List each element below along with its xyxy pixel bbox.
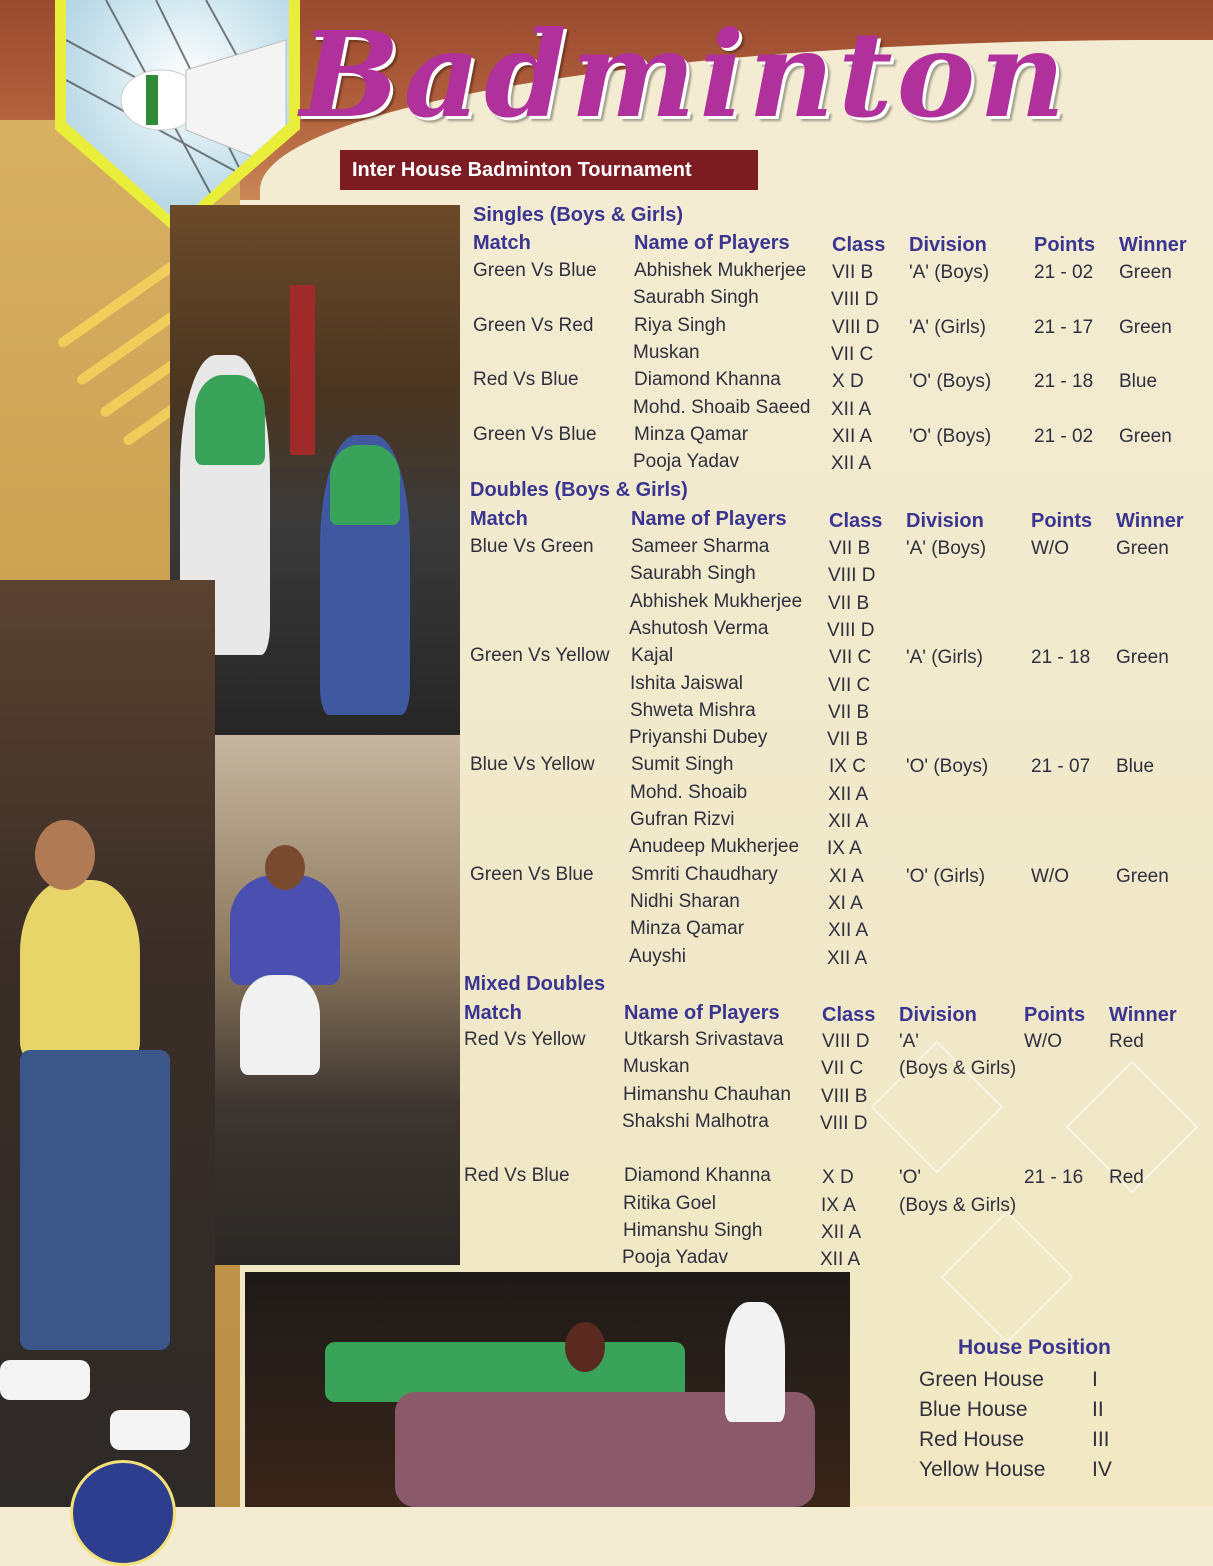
division-value: 'O': [899, 1167, 922, 1189]
player-class: VIII D: [828, 565, 876, 587]
house-name: Green House: [919, 1368, 1044, 1391]
player-class: VII B: [828, 701, 870, 723]
column-header-players: Name of Players: [631, 508, 787, 530]
section-title: Doubles (Boys & Girls): [470, 479, 688, 501]
player-name: Auyshi: [629, 945, 687, 967]
points-value: 21 - 07: [1031, 756, 1091, 778]
photo-team-group: [245, 1272, 850, 1507]
winner-value: Blue: [1116, 756, 1155, 778]
player-name: Anudeep Mukherjee: [629, 836, 800, 858]
winner-value: Green: [1116, 865, 1169, 887]
winner-value: Red: [1109, 1031, 1144, 1052]
winner-value: Green: [1119, 262, 1172, 283]
column-header-division: Division: [899, 1004, 977, 1026]
player-name: Mohd. Shoaib Saeed: [633, 396, 811, 418]
player-class: VIII D: [831, 289, 879, 311]
player-name: Saurabh Singh: [630, 563, 756, 585]
points-value: 21 - 02: [1034, 425, 1094, 447]
division-value: 'O' (Girls): [906, 865, 986, 887]
player-class: XII A: [828, 783, 869, 805]
points-value: 21 - 18: [1031, 647, 1091, 669]
player-class: VII B: [829, 538, 871, 559]
column-header-points: Points: [1024, 1004, 1086, 1026]
player-class: XII A: [828, 811, 869, 832]
column-header-class: Class: [829, 510, 883, 532]
player-name: Mohd. Shoaib: [630, 781, 748, 803]
player-name: Pooja Yadav: [633, 451, 739, 473]
player-class: VII B: [827, 729, 869, 751]
column-header-players: Name of Players: [634, 232, 790, 254]
player-name: Gufran Rizvi: [630, 809, 735, 830]
division-value: (Boys & Girls): [899, 1058, 1017, 1080]
player-class: VII C: [821, 1058, 864, 1080]
house-name: Blue House: [919, 1398, 1028, 1421]
points-value: 21 - 17: [1034, 316, 1094, 338]
player-name: Abhishek Mukherjee: [634, 260, 807, 281]
points-value: W/O: [1031, 865, 1069, 887]
player-class: XII A: [831, 398, 872, 420]
column-header-match: Match: [464, 1002, 522, 1024]
house-rank: I: [1092, 1368, 1098, 1391]
player-name: Ritika Goel: [623, 1192, 716, 1214]
match-name: Red Vs Yellow: [464, 1029, 586, 1050]
points-value: 21 - 02: [1034, 262, 1094, 283]
player-name: Nidhi Sharan: [630, 890, 740, 912]
player-class: XII A: [831, 453, 872, 475]
player-name: Sameer Sharma: [631, 536, 770, 557]
points-value: 21 - 16: [1024, 1167, 1084, 1189]
page-title: Badminton: [300, 5, 1070, 144]
column-header-match: Match: [470, 508, 528, 530]
player-name: Shakshi Malhotra: [622, 1110, 769, 1132]
column-header-class: Class: [822, 1004, 876, 1026]
player-class: XI A: [829, 865, 864, 887]
house-name: Red House: [919, 1428, 1025, 1451]
match-name: Red Vs Blue: [464, 1165, 570, 1187]
division-value: 'A' (Girls): [906, 647, 983, 669]
player-class: VIII D: [832, 316, 880, 338]
division-value: 'A' (Boys): [909, 262, 990, 283]
player-class: VII B: [832, 262, 874, 283]
section-title: Mixed Doubles: [464, 973, 606, 995]
player-name: Ashutosh Verma: [629, 617, 769, 639]
column-header-match: Match: [473, 232, 531, 254]
player-name: Pooja Yadav: [622, 1247, 728, 1269]
column-header-players: Name of Players: [624, 1002, 780, 1024]
player-name: Diamond Khanna: [634, 369, 781, 391]
player-class: X D: [832, 371, 864, 393]
player-class: XII A: [821, 1221, 862, 1243]
column-header-winner: Winner: [1116, 510, 1184, 532]
player-name: Utkarsh Srivastava: [624, 1029, 784, 1050]
points-value: W/O: [1024, 1031, 1062, 1052]
player-class: X D: [822, 1167, 854, 1189]
column-header-winner: Winner: [1119, 234, 1187, 256]
division-value: 'O' (Boys): [909, 371, 992, 393]
division-value: (Boys & Girls): [899, 1194, 1017, 1216]
player-name: Saurabh Singh: [633, 287, 759, 309]
match-name: Blue Vs Green: [470, 536, 594, 557]
column-header-division: Division: [909, 234, 987, 256]
school-emblem: [70, 1460, 176, 1566]
player-name: Minza Qamar: [634, 423, 749, 445]
player-name: Riya Singh: [634, 314, 726, 336]
player-name: Muskan: [623, 1056, 690, 1078]
player-class: VII C: [828, 674, 871, 696]
points-value: W/O: [1031, 538, 1069, 559]
column-header-points: Points: [1031, 510, 1093, 532]
points-value: 21 - 18: [1034, 371, 1094, 393]
winner-value: Green: [1116, 647, 1169, 669]
house-rank: III: [1092, 1428, 1110, 1451]
player-class: XII A: [827, 947, 868, 969]
column-header-winner: Winner: [1109, 1004, 1177, 1026]
player-class: VII B: [828, 592, 870, 614]
house-rank: IV: [1092, 1458, 1112, 1481]
page-subtitle: Inter House Badminton Tournament: [340, 150, 758, 190]
match-name: Green Vs Blue: [473, 260, 597, 281]
division-value: 'A' (Boys): [906, 538, 987, 559]
player-class: XII A: [820, 1249, 861, 1271]
player-name: Kajal: [631, 645, 674, 667]
match-name: Green Vs Yellow: [470, 645, 610, 667]
player-name: Minza Qamar: [630, 918, 745, 940]
division-value: 'A' (Girls): [909, 316, 986, 338]
column-header-class: Class: [832, 234, 886, 256]
player-name: Priyanshi Dubey: [629, 727, 768, 749]
player-name: Ishita Jaiswal: [630, 672, 743, 694]
player-class: VIII D: [820, 1112, 868, 1134]
player-class: VII C: [829, 647, 872, 669]
player-class: XII A: [828, 920, 869, 942]
winner-value: Green: [1119, 316, 1172, 338]
division-value: 'A': [899, 1031, 919, 1052]
winner-value: Green: [1119, 425, 1172, 447]
house-name: Yellow House: [919, 1458, 1046, 1481]
house-position-title: House Position: [958, 1336, 1111, 1359]
player-name: Muskan: [633, 341, 700, 363]
match-name: Green Vs Blue: [470, 863, 594, 885]
player-name: Himanshu Singh: [623, 1219, 763, 1241]
winner-value: Green: [1116, 538, 1169, 559]
match-name: Blue Vs Yellow: [470, 754, 595, 776]
player-class: VIII D: [827, 619, 875, 641]
player-name: Diamond Khanna: [624, 1165, 771, 1187]
photo-girl-smashing: [0, 580, 215, 1507]
player-name: Abhishek Mukherjee: [630, 590, 803, 612]
column-header-division: Division: [906, 510, 984, 532]
column-header-points: Points: [1034, 234, 1096, 256]
winner-value: Blue: [1119, 371, 1158, 393]
player-class: XII A: [832, 425, 873, 447]
winner-value: Red: [1109, 1167, 1144, 1189]
player-class: IX A: [827, 838, 862, 860]
player-class: VIII B: [821, 1085, 868, 1107]
player-name: Smriti Chaudhary: [631, 863, 778, 885]
player-name: Shweta Mishra: [630, 699, 756, 721]
player-class: VIII D: [822, 1031, 870, 1052]
player-name: Sumit Singh: [631, 754, 734, 776]
division-value: 'O' (Boys): [906, 756, 989, 778]
division-value: 'O' (Boys): [909, 425, 992, 447]
player-class: XI A: [828, 892, 863, 914]
player-class: IX A: [821, 1194, 856, 1216]
match-name: Green Vs Red: [473, 314, 594, 336]
player-class: IX C: [829, 756, 866, 778]
match-name: Red Vs Blue: [473, 369, 579, 391]
match-name: Green Vs Blue: [473, 423, 597, 445]
section-title: Singles (Boys & Girls): [473, 204, 684, 226]
player-name: Himanshu Chauhan: [623, 1083, 791, 1105]
house-rank: II: [1092, 1398, 1104, 1421]
player-class: VII C: [831, 343, 874, 365]
